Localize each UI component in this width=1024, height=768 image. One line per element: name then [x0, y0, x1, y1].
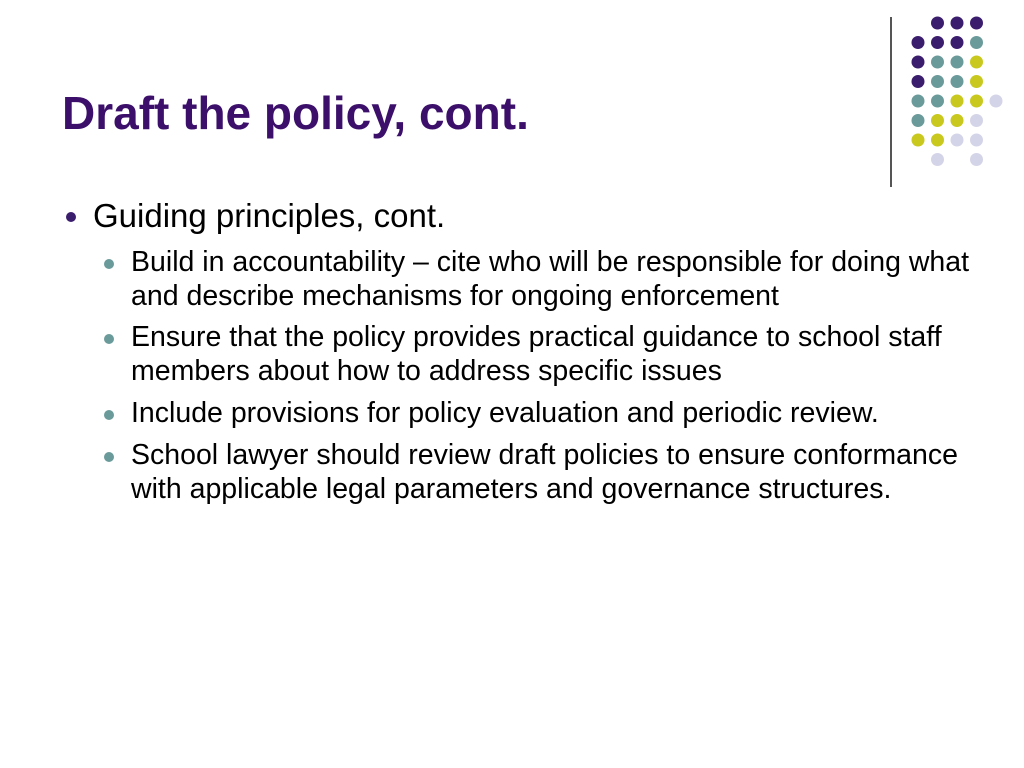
decorative-dot [951, 36, 964, 49]
decorative-dot [912, 114, 925, 127]
decorative-dot [931, 134, 944, 147]
decorative-dot [912, 36, 925, 49]
decorative-dot [931, 153, 944, 166]
sub-bullet-item [100, 439, 982, 507]
decorative-dot [951, 95, 964, 108]
decorative-dot [951, 17, 964, 30]
decorative-dot [970, 114, 983, 127]
bullet-dot-icon [66, 212, 76, 222]
decorative-dot [970, 75, 983, 88]
sub-bullet-item [100, 397, 982, 431]
bullet-item [62, 196, 982, 236]
decorative-dot [931, 75, 944, 88]
decorative-dot [931, 114, 944, 127]
decorative-dot [912, 56, 925, 69]
sub-bullet-text: Include provisions for policy evaluation and periodic review. [131, 397, 879, 430]
decorative-dot [970, 95, 983, 108]
sub-bullet-dot-icon [104, 334, 114, 344]
sub-bullet-dot-icon [104, 452, 114, 462]
decorative-dot [970, 134, 983, 147]
decorative-dot [970, 36, 983, 49]
slide-title: Draft the policy, cont. [62, 87, 529, 139]
decorative-dot [912, 75, 925, 88]
decorative-dot [931, 17, 944, 30]
decorative-dot [912, 134, 925, 147]
decorative-dot [951, 56, 964, 69]
decorative-divider [890, 17, 892, 187]
decorative-dot [931, 95, 944, 108]
sub-bullet-item [100, 321, 982, 389]
sub-bullet-text: Ensure that the policy provides practical guidance to school staff members about how to address specific issues [131, 321, 942, 388]
sub-bullet-list [100, 246, 982, 507]
decorative-dot [951, 114, 964, 127]
decorative-dot [951, 75, 964, 88]
decorative-dot [951, 134, 964, 147]
decorative-dot [970, 56, 983, 69]
bullet-text: Guiding principles, cont. [93, 197, 446, 234]
sub-bullet-text: School lawyer should review draft policies to ensure conformance with applicable legal parameters and governance structures. [131, 439, 958, 506]
sub-bullet-dot-icon [104, 259, 114, 269]
decorative-dot [970, 17, 983, 30]
decorative-dot [970, 153, 983, 166]
sub-bullet-item [100, 246, 982, 314]
decorative-dot [912, 95, 925, 108]
slide-content [62, 196, 982, 515]
decorative-dot [990, 95, 1003, 108]
sub-bullet-dot-icon [104, 410, 114, 420]
decorative-dot [931, 36, 944, 49]
sub-bullet-text: Build in accountability – cite who will be responsible for doing what and describe mechanisms for ongoing enforcement [131, 245, 970, 312]
decorative-dot [931, 56, 944, 69]
